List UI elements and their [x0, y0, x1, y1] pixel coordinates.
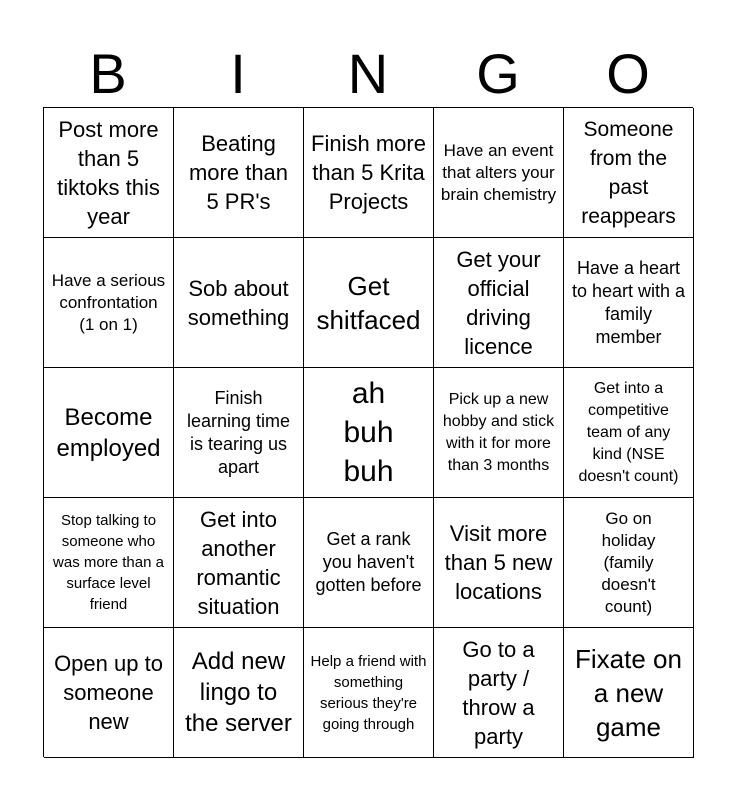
- bingo-cell[interactable]: [304, 368, 434, 498]
- bingo-cell[interactable]: [434, 368, 564, 498]
- cell-text: Get a rank you haven't gotten before: [315, 529, 422, 595]
- bingo-cell[interactable]: [44, 368, 174, 498]
- cell-text: Get into another romantic situation: [196, 506, 281, 619]
- cell-text: Someone from the past reappears: [581, 117, 676, 228]
- bingo-cell[interactable]: [304, 498, 434, 628]
- bingo-cell[interactable]: [434, 108, 564, 238]
- bingo-board: [43, 107, 693, 757]
- header-letter-n: N: [347, 42, 389, 105]
- cell-text: Sob about something: [187, 275, 290, 330]
- bingo-cell[interactable]: [174, 368, 304, 498]
- bingo-cell[interactable]: [44, 498, 174, 628]
- cell-text: Post more than 5 tiktoks this year: [57, 116, 160, 229]
- bingo-cell[interactable]: [174, 498, 304, 628]
- bingo-header: [43, 42, 693, 106]
- cell-text: Finish learning time is tearing us apart: [186, 387, 291, 477]
- bingo-cell[interactable]: [434, 498, 564, 628]
- bingo-cell[interactable]: [564, 628, 694, 758]
- bingo-cell[interactable]: [564, 368, 694, 498]
- bingo-cell[interactable]: [564, 498, 694, 628]
- cell-text: Visit more than 5 new locations: [444, 521, 553, 604]
- cell-text: Get into a competitive team of any kind (NSE doesn't count): [578, 379, 679, 485]
- bingo-cell[interactable]: [304, 628, 434, 758]
- cell-text: Have a serious confrontation (1 on 1): [51, 270, 166, 334]
- cell-text: Fixate on a new game: [575, 643, 682, 742]
- bingo-cell[interactable]: [174, 628, 304, 758]
- cell-text: Go on holiday (family doesn't count): [601, 508, 656, 616]
- cell-text: Become employed: [56, 403, 161, 462]
- header-letter-b: B: [89, 42, 127, 105]
- bingo-cell[interactable]: [434, 238, 564, 368]
- header-letter-i: I: [230, 42, 246, 105]
- cell-text: Have a heart to heart with a family member: [571, 257, 686, 347]
- bingo-cell[interactable]: [174, 108, 304, 238]
- cell-text: Stop talking to someone who was more than a surface level friend: [53, 512, 164, 613]
- bingo-cell[interactable]: [304, 238, 434, 368]
- header-letter-o: O: [606, 42, 650, 105]
- cell-text: ah buh buh: [343, 377, 394, 488]
- cell-text: Open up to someone new: [54, 651, 163, 734]
- cell-text: Pick up a new hobby and stick with it for more than 3 months: [442, 390, 555, 474]
- cell-text: Get shitfaced: [316, 270, 421, 335]
- cell-text: Add new lingo to the server: [185, 648, 292, 737]
- bingo-cell[interactable]: [174, 238, 304, 368]
- bingo-cell[interactable]: [434, 628, 564, 758]
- cell-text: Get your official driving licence: [456, 246, 541, 359]
- cell-text: Beating more than 5 PR's: [188, 131, 289, 214]
- bingo-cell[interactable]: [44, 108, 174, 238]
- bingo-cell[interactable]: [564, 238, 694, 368]
- cell-text: Help a friend with something serious they're going through: [310, 652, 427, 733]
- bingo-cell[interactable]: [564, 108, 694, 238]
- cell-text: Go to a party / throw a party: [462, 636, 535, 749]
- cell-text: Have an event that alters your brain chemistry: [440, 140, 557, 204]
- bingo-cell[interactable]: [44, 628, 174, 758]
- header-letter-g: G: [476, 42, 520, 105]
- bingo-cell[interactable]: [304, 108, 434, 238]
- cell-text: Finish more than 5 Krita Projects: [311, 131, 426, 214]
- bingo-cell[interactable]: [44, 238, 174, 368]
